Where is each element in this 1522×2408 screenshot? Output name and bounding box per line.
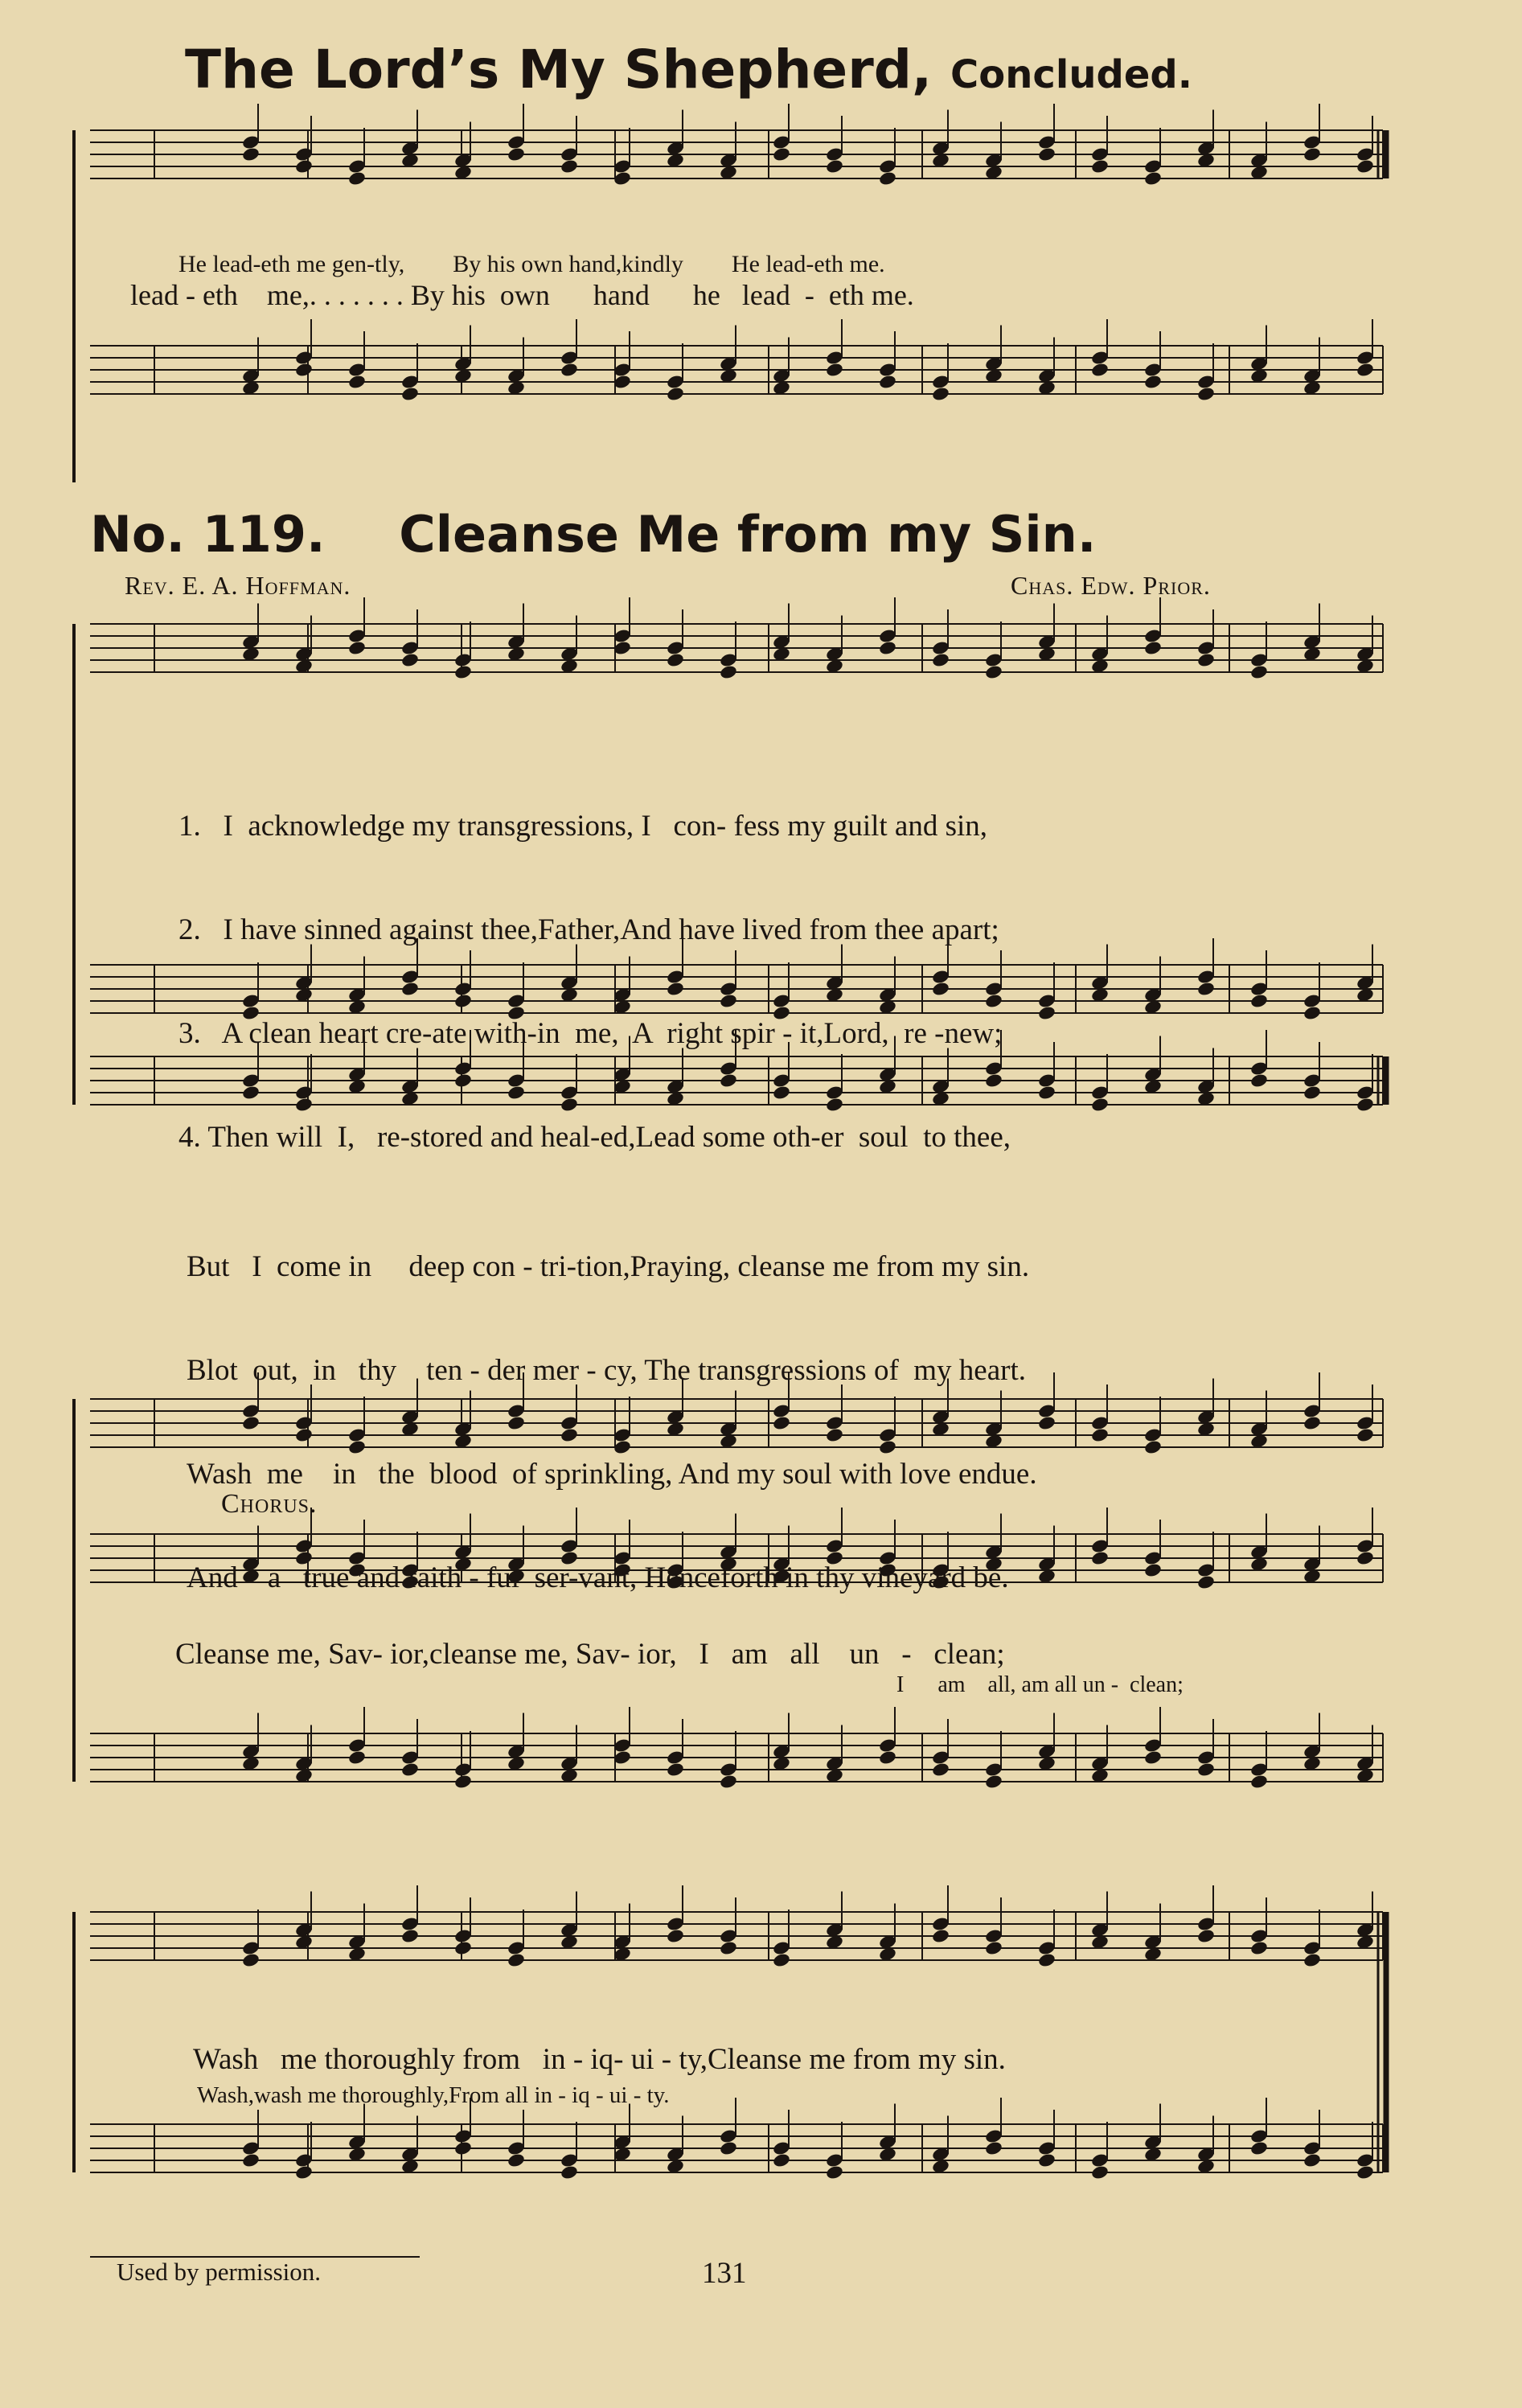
verse-4-line-b: And a true and faith - ful ser-vant, Henceforth in thy vineyard be. bbox=[187, 1561, 1009, 1594]
hymn-number: No. 119. bbox=[90, 505, 326, 564]
permission-note: Used by permission. bbox=[117, 2258, 322, 2286]
hymn-composer: Chas. Edw. Prior. bbox=[1011, 571, 1211, 600]
concluded-label: Concluded. bbox=[950, 52, 1193, 97]
prev-hymn-title bbox=[0, 39, 1450, 101]
verse-1-line: 1. I acknowledge my transgressions, I con- fess my guilt and sin, bbox=[178, 810, 988, 843]
hymn-title: Cleanse Me from my Sin. bbox=[399, 505, 1097, 564]
verse-3-line-b: Wash me in the blood of sprinkling, And my soul with love endue. bbox=[187, 1458, 1037, 1491]
verse-2-line: 2. I have sinned against thee,Father,And have lived from thee apart; bbox=[178, 913, 999, 946]
prev-lyrics-upper: He lead-eth me gen-tly, By his own hand,kindly He lead-eth me. bbox=[178, 251, 885, 277]
chorus-line-2-bass: Wash,wash me thoroughly,From all in - iq - ui - ty. bbox=[197, 2082, 670, 2108]
hymn-author: Rev. E. A. Hoffman. bbox=[125, 571, 351, 600]
hymn-heading bbox=[90, 505, 1096, 564]
page-number: 131 bbox=[702, 2257, 747, 2290]
verse-3-line: 3. A clean heart cre-ate with-in me, A right spir - it,Lord, re -new; bbox=[178, 1017, 1003, 1050]
verse-2-line-b: Blot out, in thy ten - der mer - cy, The transgressions of my heart. bbox=[187, 1354, 1027, 1387]
verses-block-2 bbox=[187, 1180, 1037, 1664]
chorus-line-1: Cleanse me, Sav- ior,cleanse me, Sav- ior, I am all un - clean; bbox=[175, 1638, 1005, 1671]
verse-1-line-b: But I come in deep con - tri-tion,Praying, cleanse me from my sin. bbox=[187, 1250, 1030, 1283]
verse-4-line: 4. Then will I, re-stored and heal-ed,Lead some oth-er soul to thee, bbox=[178, 1121, 1011, 1154]
prev-hymn-title-text: The Lord’s My Shepherd, bbox=[184, 39, 933, 101]
chorus-line-1-bass: I am all, am all un - clean; bbox=[896, 1672, 1184, 1697]
prev-lyrics-lower: lead - eth me,. . . . . . . By his own hand he lead - eth me. bbox=[130, 279, 914, 311]
verses-block-1 bbox=[178, 740, 1011, 1224]
chorus-line-2: Wash me thoroughly from in - iq- ui - ty,Cleanse me from my sin. bbox=[193, 2043, 1006, 2076]
chorus-label: Chorus. bbox=[221, 1489, 318, 1519]
